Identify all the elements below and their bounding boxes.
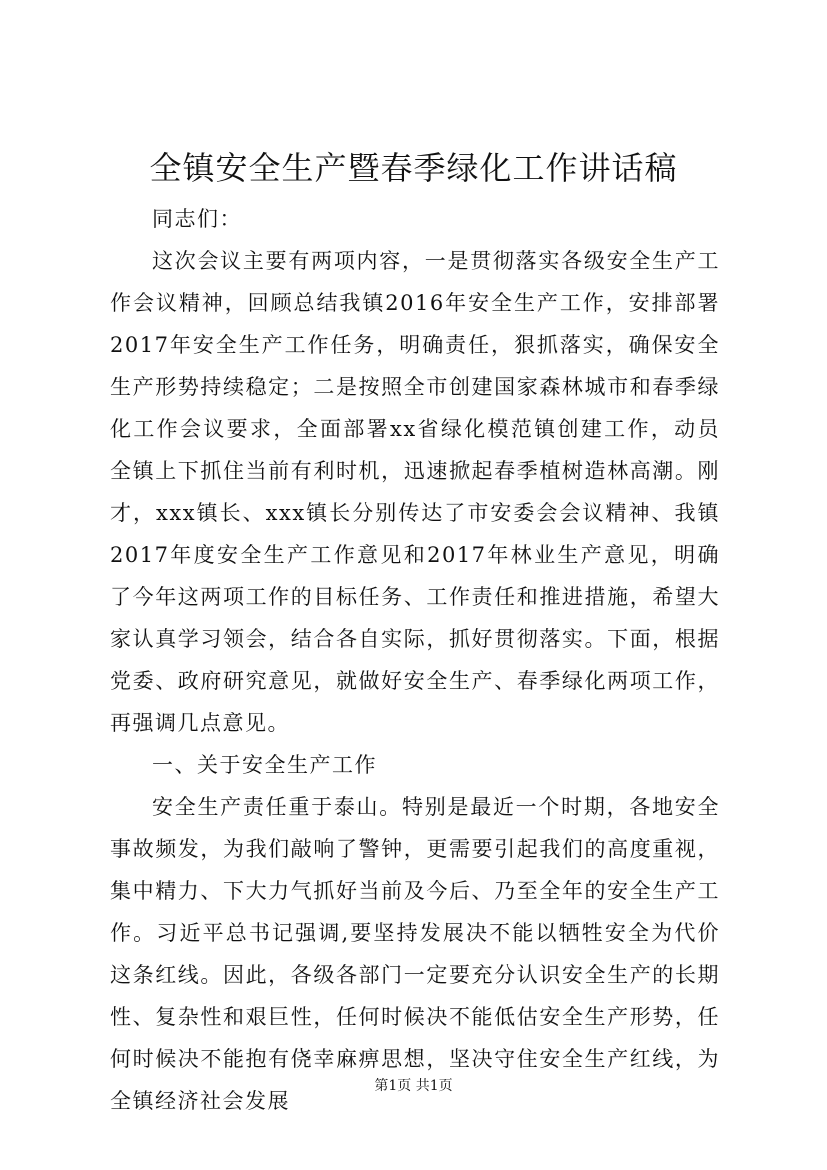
salutation-paragraph: 同志们： bbox=[152, 207, 242, 231]
intro-paragraph: 这次会议主要有两项内容，一是贯彻落实各级安全生产工作会议精神，回顾总结我镇2016年安全生产工作，安排部署2017年安全生产工作任务，明确责任，狠抓落实，确保安全生产形势持续稳定；二是按照全市创建国家森林城市和春季绿化工作会议要求，全面部署xx省绿化模范镇创建工作，动员全镇上下抓住当前有利时机，迅速掀起春季植树造林高潮。刚才，xxx镇长、xxx镇长分别传达了市安委会会议精神、我镇2017年度安全生产工作意见和2017年林业生产意见，明确了今年这两项工作的目标任务、工作责任和推进措施，希望大家认真学习领会，结合各自实际，抓好贯彻落实。下面，根据党委、政府研究意见，就做好安全生产、春季绿化两项工作，再强调几点意见。 bbox=[110, 249, 720, 735]
page-footer: 第1页 共1页 bbox=[374, 1078, 453, 1094]
document-body bbox=[110, 198, 720, 1122]
safety-paragraph: 安全生产责任重于泰山。特别是最近一个时期，各地安全事故频发，为我们敲响了警钟，更需要引起我们的高度重视，集中精力、下大力气抓好当前及今后、乃至全年的安全生产工作。习近平总书记强调,要坚持发展决不能以牺牲安全为代价这条红线。因此，各级各部门一定要充分认识安全生产的长期性、复杂性和艰巨性，任何时候决不能低估安全生产形势，任何时候决不能抱有侥幸麻痹思想，坚决守住安全生产红线，为全镇经济社会发展 bbox=[110, 795, 720, 1113]
document-title: 全镇安全生产暨春季绿化工作讲话稿 bbox=[149, 149, 678, 187]
section-heading: 一、关于安全生产工作 bbox=[152, 753, 377, 777]
